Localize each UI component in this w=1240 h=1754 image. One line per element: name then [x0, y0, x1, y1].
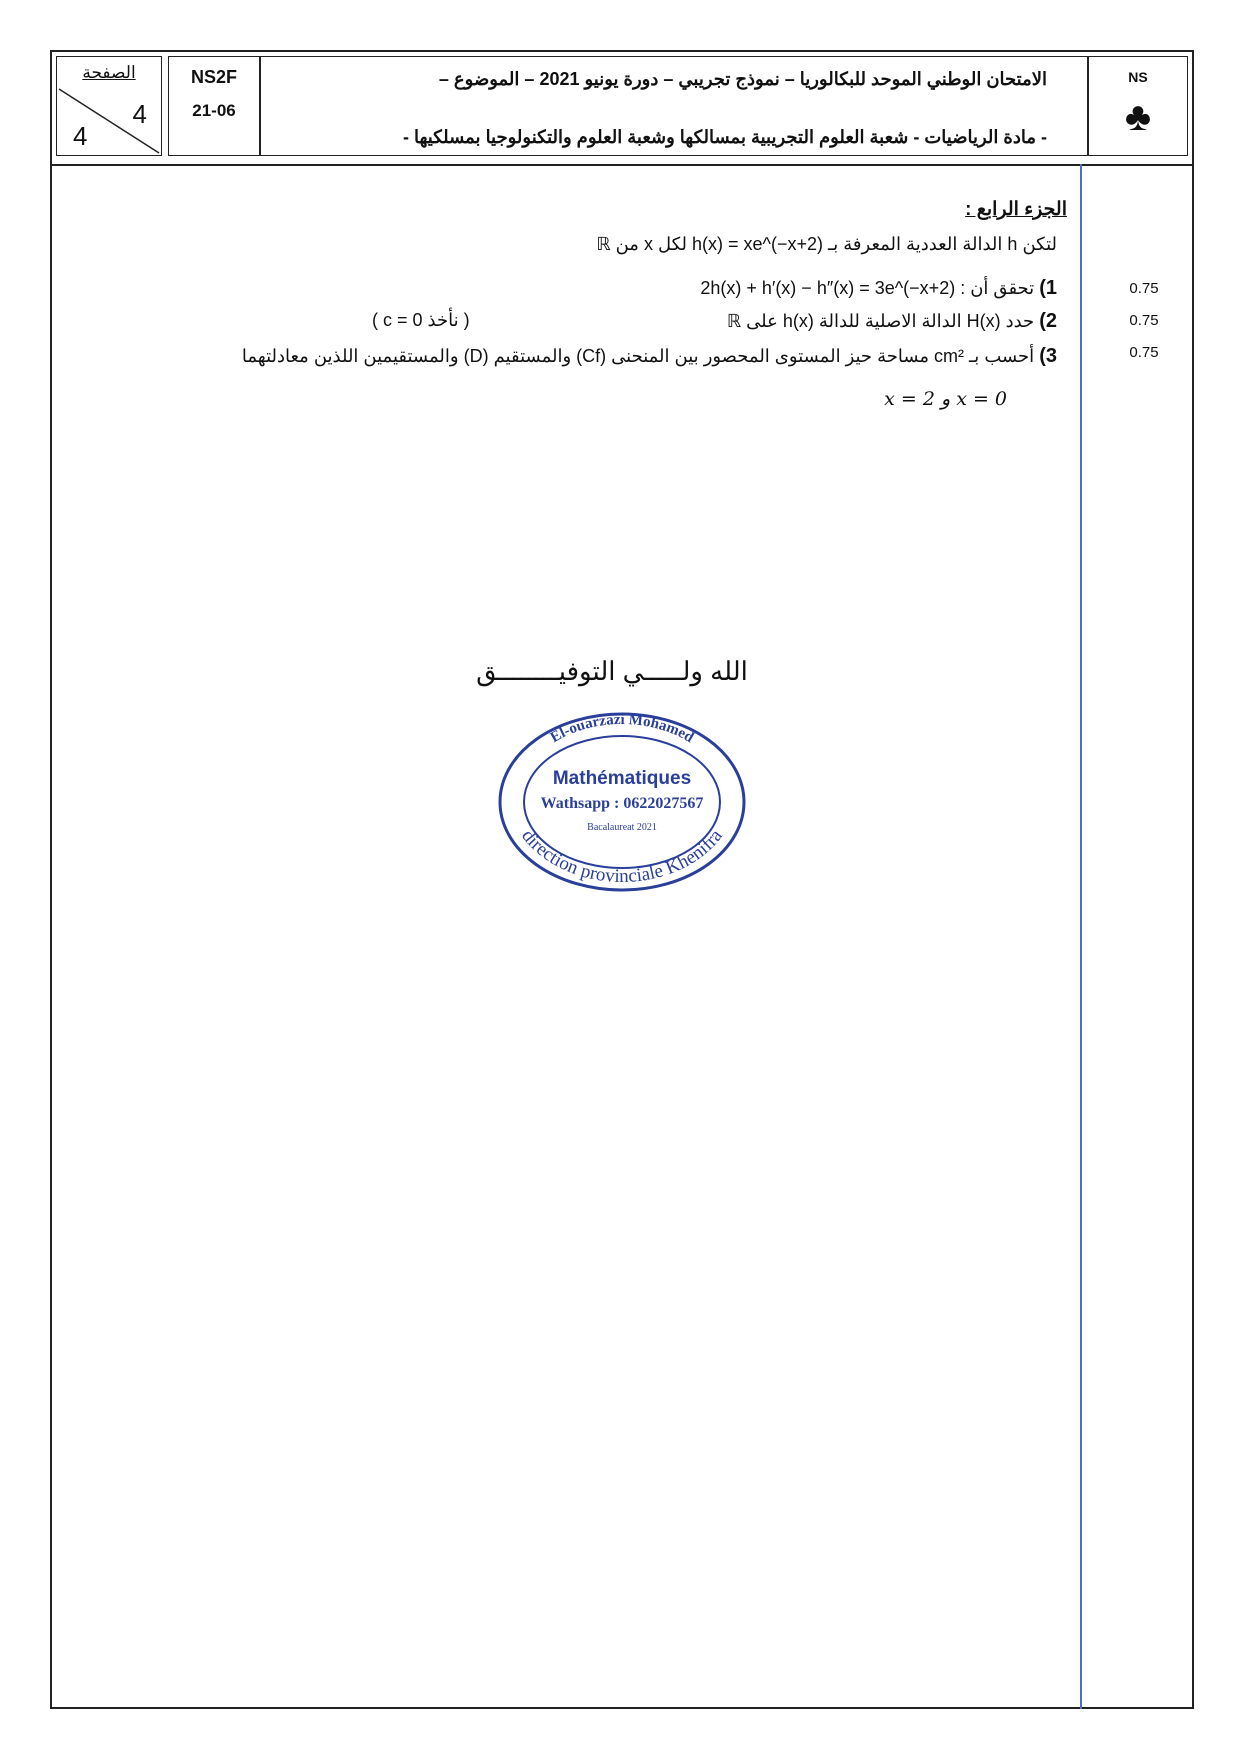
teacher-stamp [472, 702, 772, 902]
closing-wish: الله ولـــــي التوفيــــــــق [476, 656, 748, 686]
question-number: 1) [1039, 277, 1057, 299]
question-number: 2) [1039, 310, 1057, 332]
question-text: تحقق أن : 2h(x) + h′(x) − h″(x) = 3e^(−x+2) [700, 278, 1035, 298]
exam-code: NS2F [190, 67, 237, 87]
page-current: 4 [132, 99, 147, 129]
question-number: 3) [1039, 345, 1057, 367]
section-heading: الجزء الرابع : [965, 199, 1067, 220]
page-label: الصفحة [82, 63, 136, 82]
score-q2: 0.75 [1129, 312, 1159, 329]
exam-session-code: 21-06 [192, 101, 236, 120]
score-q3: 0.75 [1129, 344, 1159, 361]
question-1 [700, 277, 1057, 300]
club-icon: ♣ [1124, 95, 1152, 139]
exam-page-frame [50, 50, 1194, 1709]
score-q1: 0.75 [1129, 280, 1159, 297]
score-column-divider [1080, 164, 1082, 1709]
stamp-subject: Mathématiques [552, 768, 692, 789]
exam-title: الامتحان الوطني الموحد للبكالوريا – نموذج تجريبي – دورة يونيو 2021 – الموضوع – [438, 69, 1047, 89]
ns-label: NS [1128, 69, 1148, 85]
page-number-box [56, 56, 162, 156]
stamp-contact: Wathsapp : 0622027567 [540, 795, 704, 812]
exam-title-box [260, 56, 1088, 156]
page-header [52, 52, 1192, 166]
exam-subject: - مادة الرياضيات - شعبة العلوم التجريبية بمسالكها وشعبة العلوم والتكنولوجيا بمسلكيها - [402, 127, 1047, 147]
question-2 [727, 310, 1057, 333]
stamp-year: Bacalaureat 2021 [587, 822, 657, 833]
question-2-note: ( نأخذ c = 0 ) [372, 310, 470, 330]
problem-intro: لتكن h الدالة العددية المعرفة بـ h(x) = xe^(−x+2) لكل x من ℝ [596, 234, 1057, 254]
page-total: 4 [73, 121, 88, 151]
question-text: حدد H(x) الدالة الاصلية للدالة h(x) على ℝ [726, 311, 1035, 331]
question-3-equations: x = 0 و x = 2 [884, 388, 1007, 410]
ns-box [1088, 56, 1188, 156]
stamp-bottom-text: direction provinciale Khenifra [517, 825, 727, 888]
exam-code-box [168, 56, 260, 156]
question-3 [242, 345, 1057, 368]
stamp-top-text: El-ouarzazi Mohamed [547, 711, 697, 747]
question-text: أحسب بـ cm² مساحة حيز المستوى المحصور بين المنحنى (Cf) والمستقيم (D) والمستقيمين اللذين معادلتهما [241, 346, 1035, 366]
